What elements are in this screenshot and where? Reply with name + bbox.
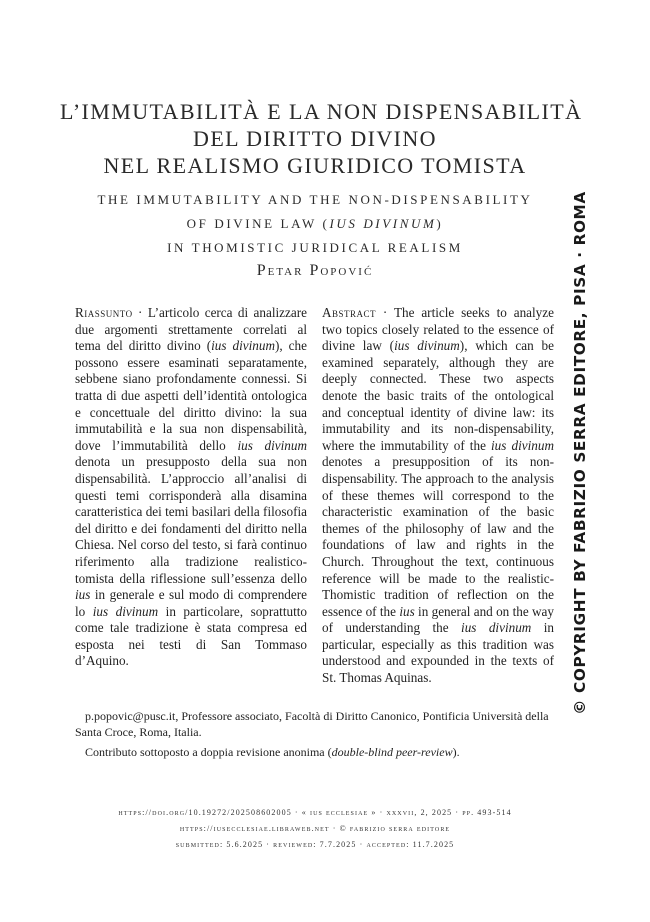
italic-term: ius divinum [394,338,460,354]
body-text: in particular, especially as this tradition was understood and expounded in the texts of St. Thomas Aquinas. [322,620,554,686]
doi-line: https://doi.org/10.19272/202508602005 · « ius ecclesiae » · xxxvii, 2, 2025 · pp. 493-514 [118,808,512,817]
italic-term: ius divinum [461,620,532,636]
body-text: L’articolo cerca di analizzare due argomenti strettamente correlati al tema del diritto divino ( [75,305,307,354]
english-title-line [60,212,570,236]
riassunto-label: Riassunto [75,305,133,320]
affiliation-note: p.popovic@pusc.it, Professore associato, Facoltà di Diritto Canonico, Pontificia Università della Santa Croce, Roma, Italia. [75,709,549,739]
italian-title-line: DEL DIRITTO DIVINO [193,126,437,151]
title-text: ) [436,216,444,231]
copyright-text: © COPYRIGHT BY FABRIZIO SERRA EDITORE, PISA · ROMA [571,191,589,715]
copyright-sidebar [565,191,595,715]
italic-term: ius [75,587,91,603]
italic-term: ius divinum [237,437,307,453]
italian-title [60,98,583,179]
body-text: in particolare, soprattutto come tale tradizione è stata compresa ed esposta nei testi di San Tommaso d’Aquino. [75,603,307,669]
title-text: OF DIVINE LAW ( [186,216,330,231]
author-name: Petar Popović [256,262,374,279]
separator: · [376,305,394,320]
italian-title-line: L’IMMUTABILITÀ E LA NON DISPENSABILITÀ [60,99,583,124]
note-text: Contributo sottoposto a doppia revisione anonima ( [85,745,332,759]
separator: · [132,305,148,320]
english-title-line: IN THOMISTIC JURIDICAL REALISM [167,240,463,255]
english-title [60,188,570,260]
italic-term: ius divinum [92,603,159,619]
abstract-column [322,305,554,687]
bibliographic-info [60,805,570,853]
english-title-line: THE IMMUTABILITY AND THE NON-DISPENSABILITY [97,192,533,207]
title-italic-text: IUS DIVINUM [329,216,437,231]
note-text: ). [452,745,460,759]
body-text: denotes a presupposition of its non-dispensability. The approach to the analysis of these themes will correspond to the characteristic examination of the basic themes of the philosophy of law and the foundations of law and rights in the Church. Throughout the text, continuous reference will be made to the realistic-Thomistic tradition of reflection on the essence of the [322,454,554,619]
italic-term: ius divinum [491,437,554,453]
italic-term: ius divinum [211,338,275,354]
body-text: ), che possono essere esaminati separatamente, sebbene siano profondamente connessi. Si tratta di due aspetti dell’identità ontologica e concettuale del diritto divino: la sua immutabilità e la sua non dispensabilità, dove l’immutabilità dello [75,338,307,453]
body-text: denota un presupposto della sua non dispensabilità. L’approccio all’analisi di questi temi corrisponderà alla disamina caratteristica dei temi basilari della filosofia del diritto e dei fondamenti del diritto nella Chiesa. Nel corso del testo, si farà continuo riferimento alla tradizione realistico-tomista della riflessione sull’essenza dello [75,454,307,586]
review-note [75,744,555,760]
website-line: https://iusecclesiae.libraweb.net · © fabrizio serra editore [179,824,451,833]
italic-term: ius [399,603,415,619]
dates-line: submitted: 5.6.2025 · reviewed: 7.7.2025 · accepted: 11.7.2025 [175,840,455,849]
body-text: in generale e sul modo di comprendere lo [75,587,307,619]
body-text: ), which can be examined separately, although they are deeply connected. These two aspects denote the basic traits of the ontological and conceptual identity of divine law: its immutability and its non-dispensability, where the immutability of the [322,338,554,453]
body-text: in general and on the way of understanding the [322,603,554,636]
riassunto-column [75,305,307,670]
abstract-label: Abstract [322,305,377,320]
italian-title-line: NEL REALISMO GIURIDICO TOMISTA [103,153,527,178]
note-italic-text: double-blind peer-review [331,745,453,759]
body-text: The article seeks to analyze two topics closely related to the essence of divine law ( [322,305,554,354]
author-footnote [75,708,555,764]
